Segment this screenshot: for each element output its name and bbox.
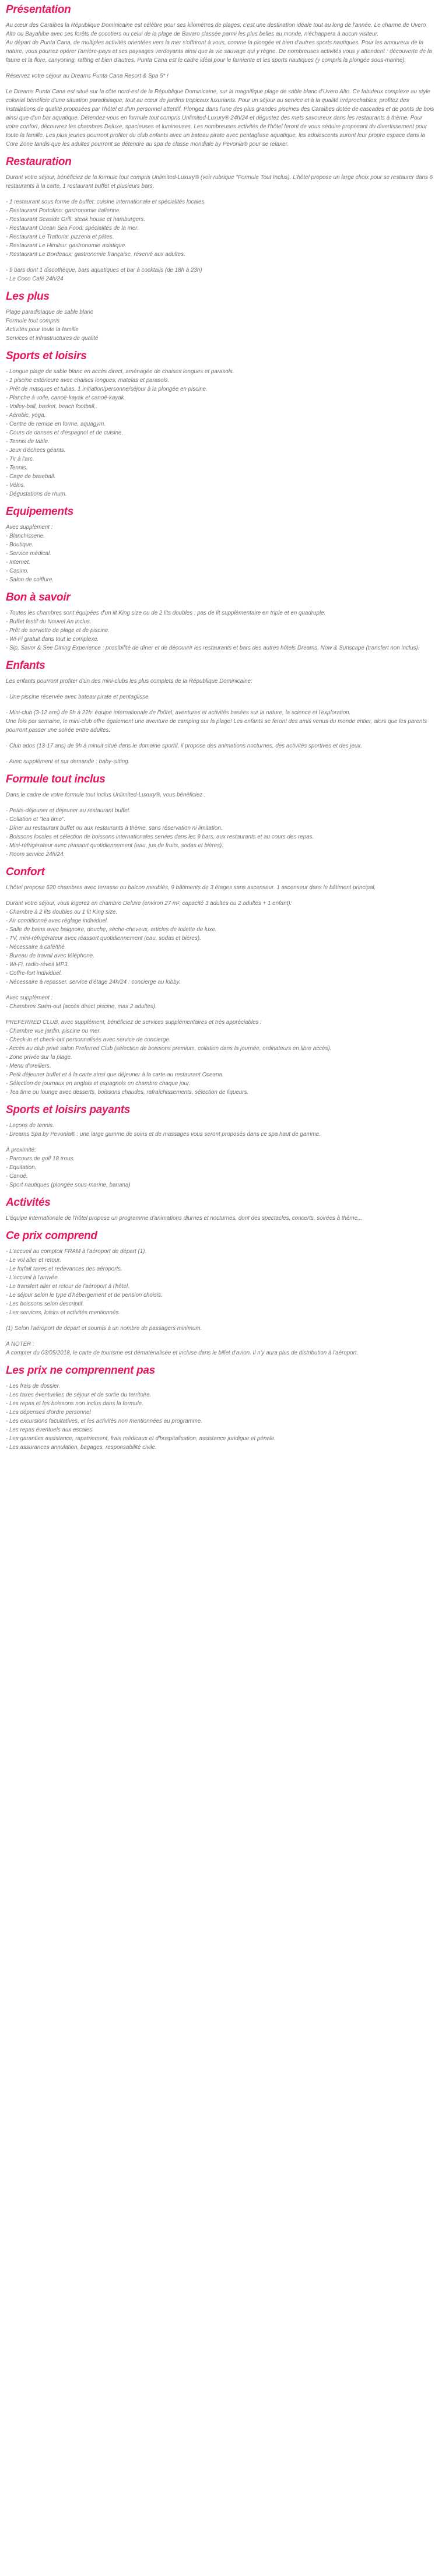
section-sports-loisirs-payants <box>6 1104 436 1189</box>
list-item: - Restaurant Le Trattoria: pizzeria et pâtes. <box>6 234 114 240</box>
section-enfants <box>6 659 436 766</box>
list-item: - L'accueil à l'arrivée. <box>6 1275 59 1281</box>
list-item: - Tea time ou lounge avec desserts, boissons chaudes, rafraîchissements, sélection de liqueurs. <box>6 1089 249 1096</box>
list-item: - Nécessaire à café/thé. <box>6 944 66 950</box>
section-title-activites: Activités <box>6 1196 51 1209</box>
list-item: - Chambre à 2 lits doubles ou 1 lit King size. <box>6 909 118 915</box>
list-item: - Tir à l'arc. <box>6 456 34 462</box>
list-item: Plage paradisiaque de sable blanc <box>6 309 93 315</box>
list-item: - Parcours de golf 18 trous. <box>6 1156 75 1162</box>
section-activites <box>6 1196 436 1223</box>
section-sports-loisirs <box>6 350 436 499</box>
activites-text: L'équipe internationale de l'hôtel propose un programme d'animations diurnes et nocturnes, dont des spectacles, concerts, soirées à thème... <box>6 1215 363 1222</box>
enfants-paragraph-3: · Mini-club (3-12 ans) de 9h à 22h: équipe internationale de l'hôtel, aventures et activités basées sur la nature, la science et l'exploration. Une fois par semaine, le mini-club offre également une aventure de camping sur la plage! Les enfants se feront des amis venus du monde entier, alors que les parents pourront passer une soirée entre adultes. <box>6 710 427 734</box>
section-restauration <box>6 156 436 283</box>
list-item: - Nécessaire à repasser, service d'étage 24h/24 : concierge au lobby. <box>6 979 181 985</box>
list-item: - Check-in et check-out personnalisés avec service de concierge. <box>6 1037 171 1043</box>
section-formule-tout-inclus <box>6 773 436 859</box>
list-item: - Air conditionné avec réglage individuel. <box>6 918 108 924</box>
confort-preferred-list <box>6 1018 436 1097</box>
list-item: - Buffet festif du Nouvel An inclus. <box>6 619 92 625</box>
presentation-paragraph-3: Le Dreams Punta Cana est situé sur la côte nord-est de la République Dominicaine, sur la magnifique plage de sable blanc d'Uvero Alto. Ce fabuleux complexe au style colonial bénéficie d'une situation paradisiaque, tout au cœur de jardins tropicaux luxuriants. Pour un séjour au service et à la qualité irréprochables, profitez des installations de qualité proposées par l'hôtel et d'un personnel attentif. Plongez dans l'une des plus grandes piscines des Caraïbes dotée de cascades et de ponts de bois ainsi que d'un bar aquatique. Détendez-vous en formule tout compris Unlimited-Luxury® 24h/24 et dégustez des mets savoureux dans les restaurants à thème. Pour votre confort, découvrez les chambres Deluxe, spacieuses et lumineuses. Les nombreuses activités de l'hôtel feront de vous séduire proposant du divertissement pour toute la famille. Les plus jeunes pourront profiter du club enfants avec un bateau pirate avec pentaglisse aquatique, les adolescents auront leur propre espace dans la Core Zone tandis que les adultes pourront se détendre au spa de classe mondiale by Pevonia® pour se relaxer. <box>6 89 434 148</box>
enfants-paragraph-1: Les enfants pourront profiter d'un des mini-clubs les plus complets de la République Dominicaine: <box>6 678 252 685</box>
les-plus-list <box>6 308 436 343</box>
list-item: - Le transfert aller et retour de l'aéroport à l'hôtel. <box>6 1283 129 1290</box>
list-item: · Boissons locales et sélection de boissons internationales servies dans les 9 bars, aux restaurants et au cours des repas. <box>6 834 314 840</box>
list-item: Avec supplément : <box>6 524 53 531</box>
section-presentation <box>6 3 436 149</box>
list-item: - Accès au club privé salon Preferred Club (sélection de boissons premium, collation dans la journée, ordinateurs en libre accès). <box>6 1045 332 1052</box>
list-item: - Chambres Swim-out (accès direct piscine, max 2 adultes). <box>6 1003 157 1010</box>
sports-payants-list-2 <box>6 1146 436 1189</box>
restauration-list-1 <box>6 198 436 259</box>
formule-list <box>6 806 436 859</box>
list-item: À proximité: <box>6 1147 36 1153</box>
list-item: - Les taxes éventuelles de séjour et de sortie du territoire. <box>6 1392 152 1398</box>
list-item: - Equitation. <box>6 1164 37 1171</box>
list-item: Avec supplément : <box>6 995 53 1001</box>
list-item: - Restaurant Le Bordeaux: gastronomie française, réservé aux adultes. <box>6 251 185 258</box>
list-item: Formule tout compris <box>6 318 60 324</box>
list-item: - Boutique. <box>6 542 34 548</box>
section-title-enfants: Enfants <box>6 659 45 672</box>
list-item: - Vélos. <box>6 482 26 489</box>
section-title-formule: Formule tout inclus <box>6 773 106 785</box>
list-item: - Tennis. <box>6 465 28 471</box>
list-item: - Volley-ball, basket, beach football,. <box>6 403 98 410</box>
list-item: · Petits-déjeuner et déjeuner au restaurant buffet. <box>6 808 131 814</box>
list-item: - Canoë. <box>6 1173 28 1180</box>
section-equipements <box>6 506 436 584</box>
list-item: - Internet. <box>6 559 30 566</box>
list-item: - Les services, loisirs et activités mentionnés. <box>6 1310 121 1316</box>
list-item: - Le vol aller et retour. <box>6 1257 61 1264</box>
section-les-plus <box>6 290 436 343</box>
prix-comprend-list <box>6 1247 436 1317</box>
list-item: - Jeux d'échecs géants. <box>6 447 66 454</box>
prix-ne-comprend-list <box>6 1382 436 1452</box>
list-item: - Zone privée sur la plage. <box>6 1054 72 1061</box>
presentation-paragraph-1: Au cœur des Caraïbes la République Dominicaine est célèbre pour ses kilomètres de plages, c'est une destination idéale tout au long de l'année. Le charme de Uvero Alto ou Bayahibe avec ses forêts de cocotiers ou celui de la plage de Bavaro classée parmi les plus belles au monde, n'échappera à aucun visiteur. Au départ de Punta Cana, de multiples activités orientées vers la mer s'offriront à vous, comme la plongée et bien d'autres sports nautiques. Pour les amoureux de la nature, vous pourrez opérer l'arrière-pays et ses paysages verdoyants ainsi que la vie sauvage qui y règne. De nombreuses activités vous y attendent : découverte de la faune et la flore, canyoning, rafting et bien d'autres. Punta Cana est le cadre idéal pour le farniente et les sports nautiques (y compris la plongée sous-marine). <box>6 22 432 64</box>
enfants-paragraph-2: · Une piscine réservée avec bateau pirate et pentaglisse. <box>6 694 150 700</box>
section-prix-comprend <box>6 1230 436 1357</box>
list-item: - Prêt de masques et tubas, 1 initiation/personne/séjour à la plongée en piscine. <box>6 386 208 392</box>
list-item: - Petit déjeuner buffet et à la carte ainsi que déjeuner à la carte au restaurant Oceana. <box>6 1072 224 1078</box>
list-item: - Les dépenses d'ordre personnel <box>6 1409 91 1416</box>
list-item: - Les repas et les boissons non inclus dans la formule. <box>6 1401 143 1407</box>
list-item: - Blanchisserie. <box>6 533 45 539</box>
list-item: - 9 bars dont 1 discothèque, bars aquatiques et bar à cocktails (de 18h à 23h) <box>6 267 202 273</box>
list-item: - Wi-Fi gratuit dans tout le complexe. <box>6 636 99 643</box>
equipements-list <box>6 523 436 584</box>
section-bon-a-savoir <box>6 591 436 652</box>
formule-intro: Dans le cadre de votre formule tout inclus Unlimited-Luxury®, vous bénéficiez : <box>6 792 206 798</box>
list-item: - Restaurant Le Himitsu: gastronomie asiatique. <box>6 243 127 249</box>
list-item: - Les repas éventuels aux escales. <box>6 1427 94 1433</box>
list-item: - Dreams Spa by Pevonia® : une large gamme de soins et de massages vous seront proposés dans ce spa haut de gamme. <box>6 1131 321 1138</box>
list-item: - Service médical. <box>6 550 51 557</box>
restauration-intro: Durant votre séjour, bénéficiez de la formule tout compris Unlimited-Luxury® (voir rubrique "Formule Tout Inclus). L'hôtel propose un large choix pour se restaurer dans 6 restaurants à la carte, 1 restaurant buffet et plusieurs bars. <box>6 174 433 189</box>
list-item: - Longue plage de sable blanc en accès direct, aménagée de chaises longues et parasols. <box>6 368 234 375</box>
section-title-confort: Confort <box>6 866 45 878</box>
list-item: Durant votre séjour, vous logerez en chambre Deluxe (environ 27 m², capacité 3 adultes ou 2 adultes + 1 enfant): <box>6 900 292 907</box>
list-item: - Leçons de tennis. <box>6 1122 54 1129</box>
list-item: - Les frais de dossier. <box>6 1383 61 1389</box>
section-title-bon-a-savoir: Bon à savoir <box>6 591 71 603</box>
list-item: - Centre de remise en forme, aquagym. <box>6 421 106 427</box>
list-item: - Le séjour selon le type d'hébergement et de pension choisis. <box>6 1292 163 1298</box>
list-item: - Les garanties assistance, rapatriement, frais médicaux et d'hospitalisation, assistance juridique et pénale. <box>6 1436 276 1442</box>
prix-comprend-note-2: A NOTER : A compter du 03/05/2018, le carte de tourisme est dématérialisée et incluse dans le billet d'avion. Il n'y aura plus de distribution à l'aéroport. <box>6 1341 359 1356</box>
sports-list <box>6 367 436 499</box>
list-item: - Sport nautiques (plongée sous-marine, banana) <box>6 1182 131 1188</box>
list-item: - Restaurant Ocean Sea Food: spécialités de la mer. <box>6 225 139 231</box>
list-item: · Toutes les chambres sont équipées d'un lit King size ou de 2 lits doubles : pas de lit supplémentaire en triple et en quadruple. <box>6 610 326 616</box>
section-title-prix-comprend: Ce prix comprend <box>6 1230 97 1242</box>
confort-deluxe-list <box>6 899 436 987</box>
list-item: - Salon de coiffure. <box>6 577 54 583</box>
list-item: - Le Coco Café 24h/24 <box>6 276 64 282</box>
section-title-les-plus: Les plus <box>6 290 50 303</box>
section-title-sports-loisirs: Sports et loisirs <box>6 350 87 362</box>
list-item: · Mini-réfrigérateur avec réassort quotidiennement (eau, jus de fruits, sodas et bières). <box>6 843 223 849</box>
list-item: PREFERRED CLUB, avec supplément, bénéficiez de services supplémentaires et très appréciables : <box>6 1019 262 1026</box>
list-item: - Les boissons selon descriptif. <box>6 1301 84 1307</box>
section-prix-ne-comprend-pas <box>6 1364 436 1452</box>
list-item: - Casino. <box>6 568 29 574</box>
list-item: - Bureau de travail avec téléphone. <box>6 953 94 959</box>
list-item: - Chambre vue jardin, piscine ou mer. <box>6 1028 101 1034</box>
list-item: - 1 piscine extérieure avec chaises longues, matelas et parasols. <box>6 377 170 384</box>
list-item: Activités pour toute la famille <box>6 327 79 333</box>
confort-intro: L'hôtel propose 620 chambres avec terrasse ou balcon meublés, 9 bâtiments de 3 étages sans ascenseur. 1 ascenseur dans le bâtiment principal. <box>6 885 376 891</box>
list-item: - Dégustations de rhum. <box>6 491 67 497</box>
list-item: - Wi-Fi, radio-réveil MP3. <box>6 961 69 968</box>
list-item: - Aérobic, yoga. <box>6 412 46 419</box>
list-item: - Cage de baseball. <box>6 473 55 480</box>
list-item: - Cours de danses et d'espagnol et de cuisine. <box>6 430 124 436</box>
list-item: - Restaurant Portofino: gastronomie italienne. <box>6 208 121 214</box>
section-title-sports-payants: Sports et loisirs payants <box>6 1104 131 1116</box>
list-item: - Restaurant Seaside Grill: steak house et hamburgers. <box>6 216 146 223</box>
list-item: Services et infrastructures de qualité <box>6 335 99 342</box>
confort-supplement-list <box>6 994 436 1011</box>
list-item: - Tennis de table. <box>6 438 50 445</box>
list-item: - Le forfait taxes et redevances des aéroports. <box>6 1266 122 1272</box>
enfants-paragraph-4: · Club ados (13-17 ans) de 9h à minuit situé dans le domaine sportif, il propose des animations nocturnes, des activités sportives et des jeux. <box>6 743 362 749</box>
section-title-prix-ne-comprend-pas: Les prix ne comprennent pas <box>6 1364 155 1377</box>
section-title-restauration: Restauration <box>6 156 72 168</box>
section-title-equipements: Equipements <box>6 506 73 518</box>
list-item: - Sip, Savor & See Dining Experience : possibilité de dîner et de découvrir les restaurants et bars des autres hôtels Dreams, Now & Sunscape (transfert non inclus). <box>6 645 420 651</box>
list-item: - Menu d'oreillers. <box>6 1063 51 1069</box>
list-item: - L'accueil au comptoir FRAM à l'aéroport de départ (1). <box>6 1248 147 1255</box>
list-item: - Coffre-fort individuel. <box>6 970 62 977</box>
list-item: - Planche à voile, canoë-kayak et canoë-kayak <box>6 395 124 401</box>
list-item: - Sélection de journaux en anglais et espagnols en chambre chaque jour. <box>6 1080 191 1087</box>
list-item: · Dîner au restaurant buffet ou aux restaurants à thème, sans réservation ni limitation. <box>6 825 223 831</box>
list-item: - 1 restaurant sous forme de buffet: cuisine internationale et spécialités locales. <box>6 199 206 205</box>
presentation-paragraph-2: Réservez votre séjour au Dreams Punta Cana Resort & Spa 5* ! <box>6 73 169 79</box>
prix-comprend-note-1: (1) Selon l'aéroport de départ et soumis à un nombre de passagers minimum. <box>6 1325 202 1332</box>
list-item: - Prêt de serviette de plage et de piscine. <box>6 627 110 634</box>
list-item: · Room service 24h/24. <box>6 851 65 858</box>
list-item: - Les assurances annulation, bagages, responsabilité civile. <box>6 1444 157 1451</box>
list-item: - Salle de bains avec baignoire, douche, sèche-cheveux, articles de toilette de luxe. <box>6 926 217 933</box>
sports-payants-list-1 <box>6 1121 436 1139</box>
list-item: - TV, mini-réfrigérateur avec réassort quotidiennement (eau, sodas et bières). <box>6 935 201 942</box>
restauration-list-2 <box>6 266 436 283</box>
bon-a-savoir-list <box>6 609 436 652</box>
enfants-paragraph-5: · Avec supplément et sur demande : baby-sitting. <box>6 759 130 765</box>
list-item: - Les excursions facultatives, et les activités non mentionnées au programme. <box>6 1418 203 1424</box>
list-item: · Collation et "tea time". <box>6 816 66 823</box>
section-title-presentation: Présentation <box>6 3 71 16</box>
section-confort <box>6 866 436 1097</box>
